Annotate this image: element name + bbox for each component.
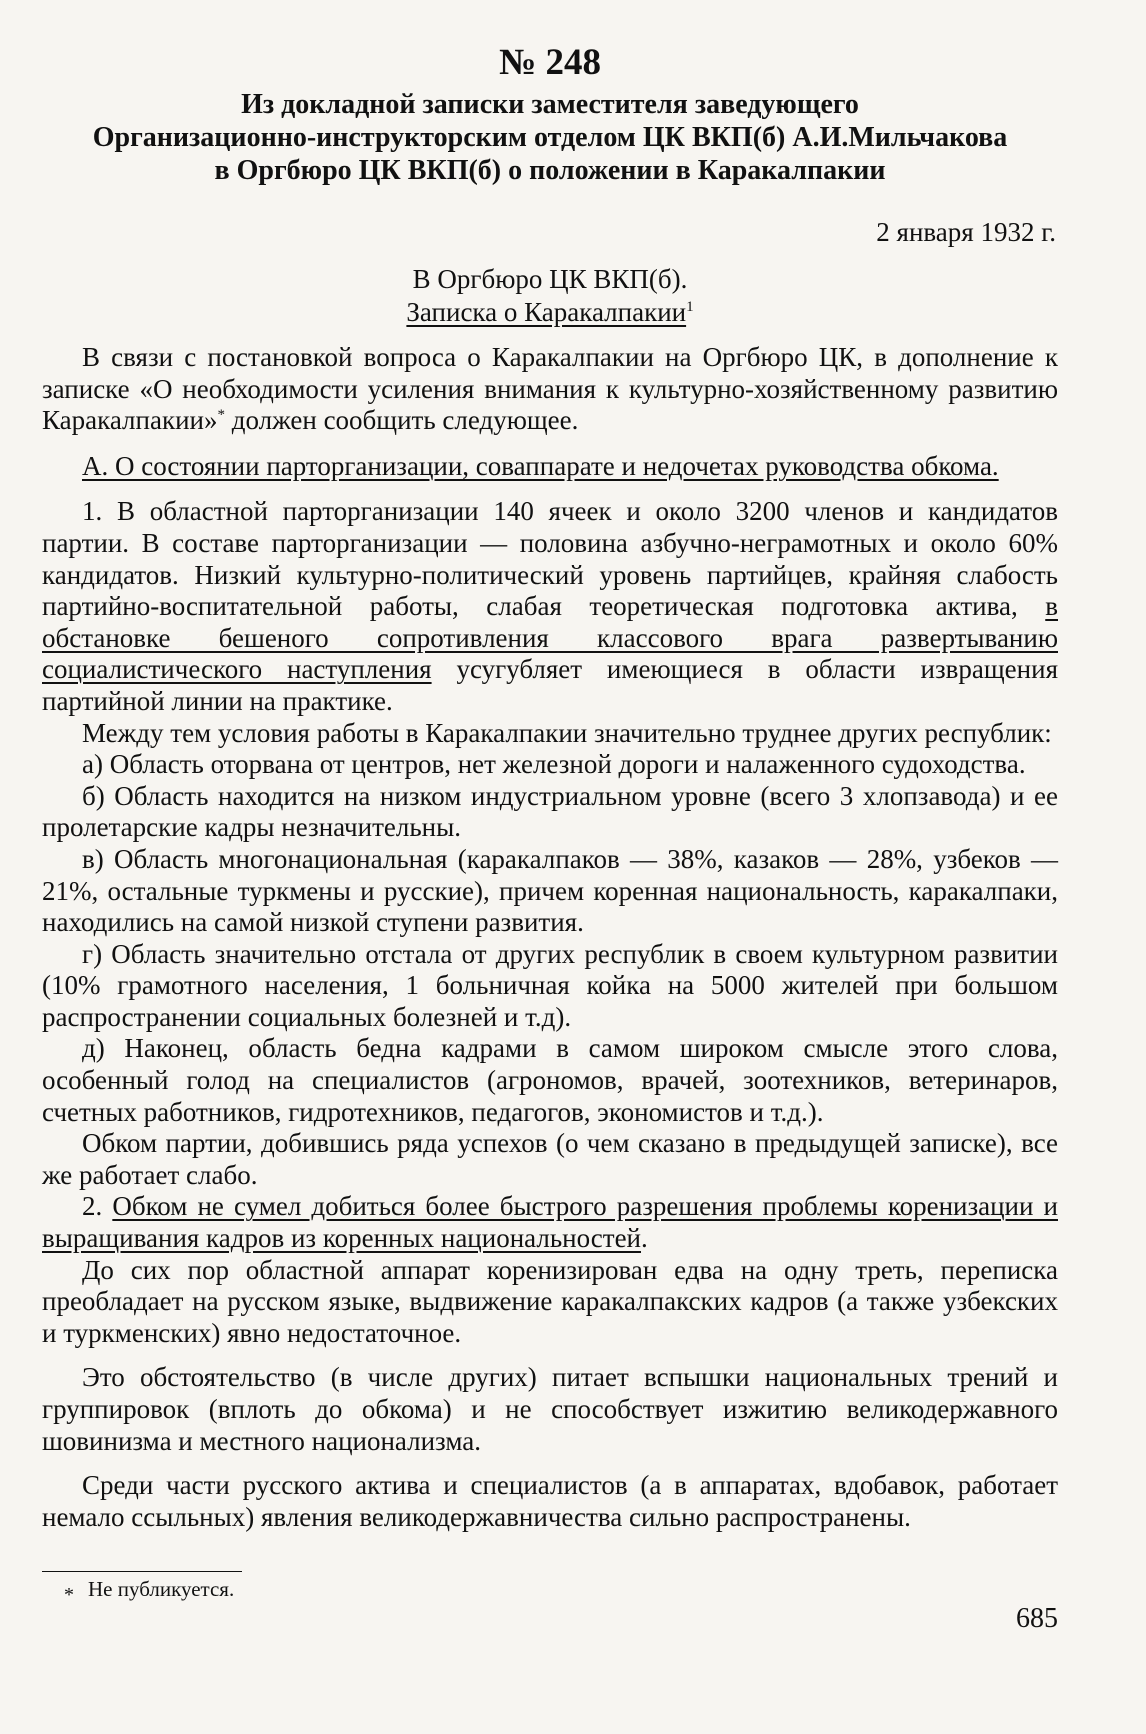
list-item: д) Наконец, область бедна кадрами в самом широком смысле этого слова, особенный голод на специалистов (агрономов, врачей, зоотехников, ветеринаров, счетных работников, гидротехников, педагогов, экономистов и т.д.). bbox=[42, 1033, 1058, 1127]
paragraph-3: Обком партии, добившись ряда успехов (о чем сказано в предыдущей записке), все же работает слабо. bbox=[42, 1128, 1058, 1190]
list-item: г) Область значительно отстала от других республик в своем культурном развитии (10% грамотного населения, 1 больничная койка на 5000 жителей при большом распространении социальных болезней и т.д). bbox=[42, 938, 1058, 1032]
paragraph-1-end: усугубляет имеющиеся в области извращения партийной линии на практике. bbox=[42, 654, 1058, 716]
paragraph-6: Это обстоятельство (в числе других) питает вспышки национальных трений и группировок (вплоть до обкома) и не способствует изжитию великодержавного шовинизма и местного национализма. bbox=[42, 1362, 1058, 1456]
paragraph-1-text: 1. В областной парторганизации 140 ячеек и около 3200 членов и кандидатов партии. В составе парторганизации — половина азбучно-неграмотных и около 60% кандидатов. Низкий культурно-политический уровень партийцев, крайняя слабость партийно-воспитательной работы, слабая теоретическая подготовка актива, bbox=[42, 496, 1058, 622]
heading-line: Из докладной записки заместителя заведующего bbox=[241, 89, 859, 120]
heading-line: Организационно-инструкторским отделом ЦК ВКП(б) А.И.Мильчакова bbox=[92, 122, 1008, 153]
heading-line: в Оргбюро ЦК ВКП(б) о положении в Каракалпакии bbox=[214, 155, 886, 186]
paragraph-1-underlined: в обстановке бешеного сопротивления классового врага развертыванию социалистического наступления bbox=[42, 591, 1058, 685]
paragraph-4-end: . bbox=[641, 1223, 648, 1254]
paragraph-7: Среди части русского актива и специалистов (а в аппаратах, вдобавок, работает немало ссыльных) явления великодержавничества сильно распространены. bbox=[42, 1470, 1058, 1532]
list-item: а) Область оторвана от центров, нет железной дороги и налаженного судоходства. bbox=[82, 749, 1026, 780]
footnote-ref: 1 bbox=[686, 299, 694, 315]
paragraph-4 bbox=[42, 1191, 1058, 1254]
document-heading bbox=[42, 88, 1058, 187]
intro-paragraph bbox=[42, 342, 1058, 437]
footnote-star: * bbox=[64, 1584, 74, 1607]
note-title bbox=[42, 295, 1058, 329]
paragraph-4-underlined: Обком не сумел добиться более быстрого разрешения проблемы коренизации и выращивания кадров из коренных национальностей bbox=[42, 1191, 1058, 1254]
footnote-divider bbox=[42, 1571, 242, 1572]
document-date: 2 января 1932 г. bbox=[876, 217, 1056, 247]
paragraph-2: Между тем условия работы в Каракалпакии значительно труднее других республик: bbox=[82, 717, 1052, 748]
paragraph-4-num: 2. bbox=[82, 1191, 113, 1222]
intro-text: В связи с постановкой вопроса о Каракалпакии на Оргбюро ЦК, в дополнение к записке «О необходимости усиления внимания к культурно-хозяйственному развитию Каракалпакии» bbox=[42, 342, 1058, 436]
footnote-text: Не публикуется. bbox=[88, 1577, 235, 1602]
section-a-text: А. О состоянии парторганизации, соваппарате и недочетах руководства обкома. bbox=[82, 450, 999, 481]
document-number: № 248 bbox=[499, 42, 601, 83]
list-item: б) Область находится на низком индустриальном уровне (всего 3 хлопзавода) и ее пролетарские кадры незначительны. bbox=[42, 780, 1058, 843]
page-number: 685 bbox=[1016, 1603, 1058, 1634]
addressee: В Оргбюро ЦК ВКП(б). bbox=[412, 264, 688, 294]
intro-text-end: должен сообщить следующее. bbox=[224, 405, 579, 436]
section-a-heading bbox=[42, 451, 1058, 483]
list-item: в) Область многонациональная (каракалпаков — 38%, казаков — 28%, узбеков — 21%, остальные туркмены и русские), причем коренная национальность, каракалпаки, находились на самой низкой ступени развития. bbox=[42, 843, 1058, 938]
footnote-star-ref: * bbox=[217, 407, 225, 424]
paragraph-5: До сих пор областной аппарат коренизирован едва на одну треть, переписка преобладает на русском языке, выдвижение каракалпакских кадров (а также узбекских и туркменских) явно недостаточное. bbox=[42, 1254, 1058, 1348]
footnote bbox=[42, 1576, 1058, 1607]
note-title-text: Записка о Каракалпакии bbox=[406, 297, 687, 327]
document-page bbox=[42, 40, 1058, 1607]
paragraph-1 bbox=[42, 496, 1058, 717]
